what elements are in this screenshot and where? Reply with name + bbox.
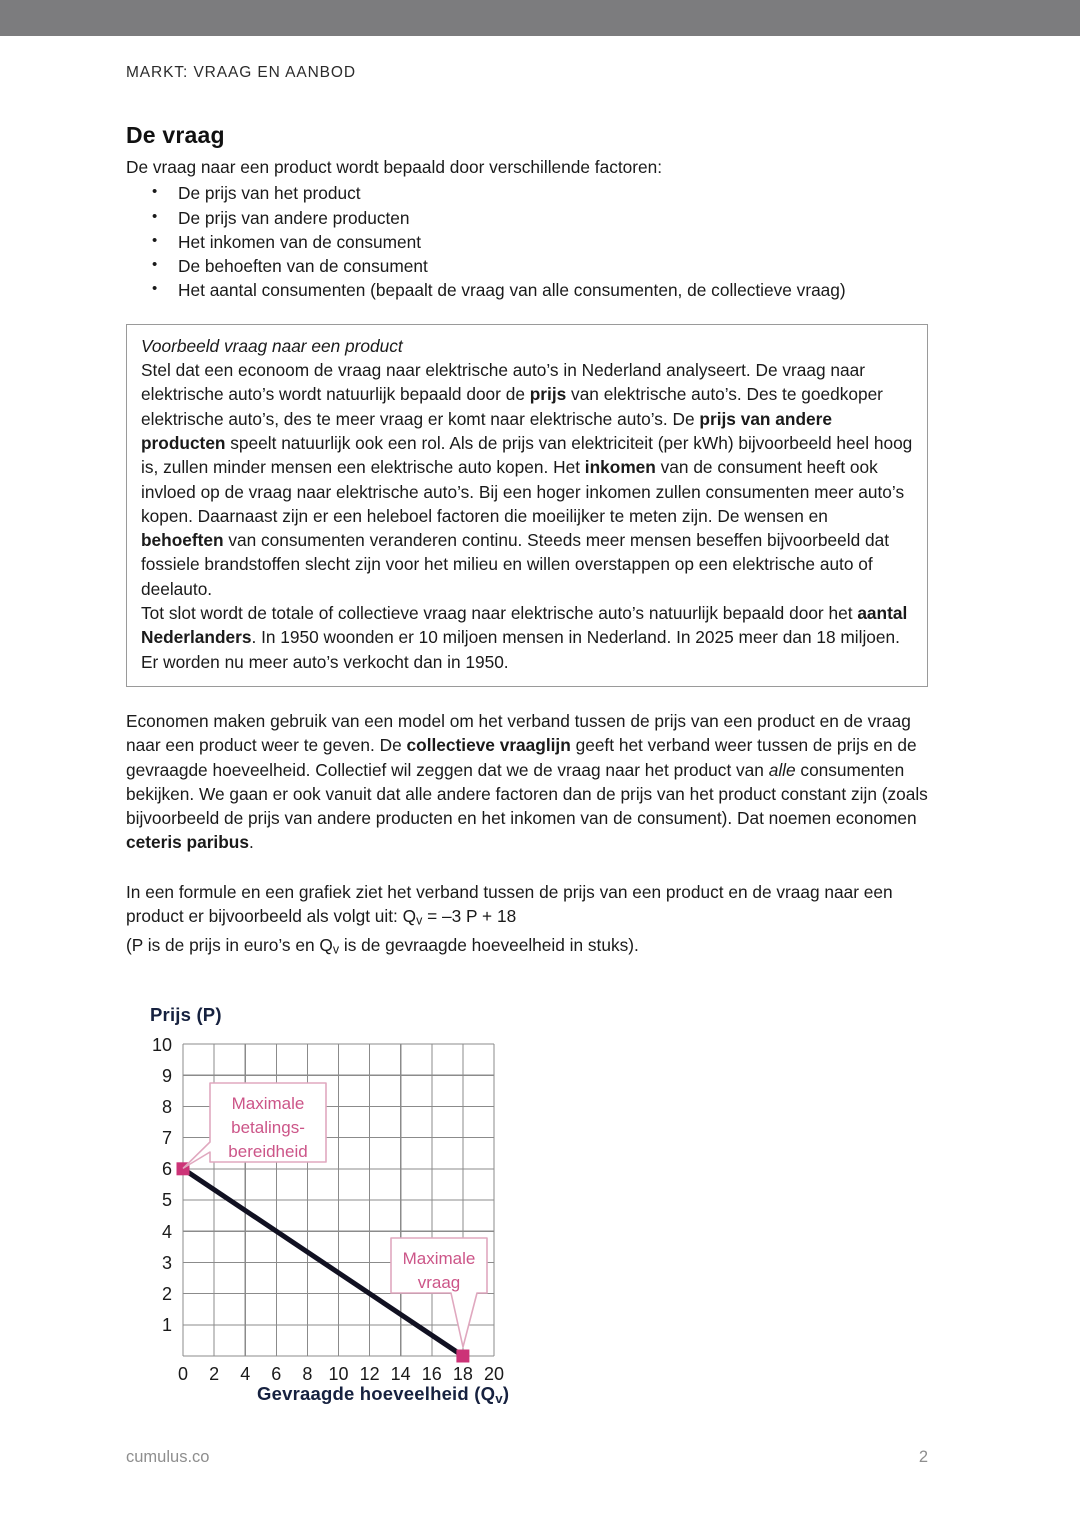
text-run: Economen maken gebruik van een model om het verband tussen de prijs van een product en de vraag naar een product weer te geven. De [126,710,911,756]
document-content [126,122,928,962]
bullet-icon: • [152,207,158,225]
example-callout-box [126,324,928,687]
bullet-icon: • [152,280,158,298]
italic-term-alle: alle [768,759,796,780]
footer-site-label: cumulus.co [126,1448,210,1466]
example-box-paragraph-2 [141,601,913,674]
y-tick-9: 9 [161,1066,172,1086]
annotation-line-1: Maximale [402,1249,476,1268]
x-tick-6: 6 [271,1364,282,1384]
annotation-line-3: bereidheid [228,1142,308,1161]
subscript-v: v [332,942,340,957]
chart-y-tick-labels [152,1035,172,1335]
list-item-label: Het inkomen van de consument [178,231,422,252]
document-page [0,36,1080,1528]
list-item-label: Het aantal consumenten (bepaalt de vraag van alle consumenten, de collectieve vraag) [178,280,846,301]
factor-list [126,181,928,302]
annotation-line-2: betalings- [231,1118,305,1137]
y-tick-2: 2 [161,1284,172,1304]
y-tick-3: 3 [161,1253,172,1273]
model-paragraph-block [126,709,928,855]
footer-page-number: 2 [918,1448,928,1466]
list-item [152,254,928,278]
x-tick-14: 14 [390,1364,411,1384]
annotation-line-1: Maximale [231,1094,305,1113]
text-run: consumenten bekijken. We gaan er ook vanuit dat alle andere factoren dan de prijs van het product constant zijn (zoals bijvoorbeeld de prijs van andere producten en het inkomen van de consument). Dat noemen economen [126,759,928,829]
y-tick-7: 7 [161,1128,172,1148]
chart-plot-area [126,966,586,1416]
chart-x-tick-labels [178,1364,504,1384]
list-item-label: De prijs van andere producten [178,207,410,228]
text-run: Stel dat een econoom de vraag naar elektrische auto’s in Nederland analyseert. De vraag naar elektrische auto’s wordt natuurlijk bepaald door de [141,360,866,405]
marker-maximale-vraag [456,1350,469,1363]
bold-term-behoeften: behoeften [141,530,224,551]
formula-paragraph [126,880,928,962]
formula-paragraph-block [126,880,928,962]
y-tick-1: 1 [161,1315,172,1335]
subscript-v: v [495,1390,503,1406]
x-tick-0: 0 [177,1364,189,1384]
y-tick-5: 5 [161,1190,172,1210]
bold-term-prijs: prijs [529,384,567,405]
x-tick-12: 12 [359,1364,380,1384]
text-run: van consumenten veranderen continu. Steeds meer mensen beseffen bijvoorbeeld dat fossiele brandstoffen slecht zijn voor het milieu en willen overstappen op een elektrische auto of deelauto. [141,530,890,599]
x-tick-2: 2 [209,1364,220,1384]
page-title: De vraag [126,122,225,148]
model-paragraph [126,709,928,855]
list-item [152,278,928,302]
x-tick-16: 16 [421,1364,442,1384]
text-run: speelt natuurlijk ook een rol. Als de prijs van elektriciteit (per kWh) bijvoorbeeld heel hoog is, zullen minder mensen een elektrische auto kopen. Het [141,432,913,478]
demand-curve-chart [126,966,586,1416]
subscript-v: v [416,913,423,928]
x-tick-4: 4 [240,1364,251,1384]
text-run: (P is de prijs in euro’s en Q [126,935,333,956]
bullet-icon: • [152,183,158,201]
bold-term-aantal-nederlanders: aantal Nederlanders [141,603,908,648]
x-axis-title-main: Gevraagde hoeveelheid (Q [257,1383,496,1404]
annotation-line-2: vraag [417,1273,461,1292]
text-run: . [248,832,254,853]
page-footer [126,1448,928,1467]
example-box-title: Voorbeeld vraag naar een product [141,335,403,356]
text-run: is de gevraagde hoeveelheid in stuks). [339,935,639,956]
annotation-maximale-betalingsbereidheid [184,1083,327,1168]
text-run: . In 1950 woonden er 10 miljoen mensen in Nederland. In 2025 meer dan 18 miljoen. Er worden nu meer auto’s verkocht dan in 1950. [141,627,900,672]
x-axis-title-close: ) [502,1383,510,1404]
bullet-icon: • [152,256,158,274]
y-tick-10: 10 [151,1035,172,1055]
list-item-label: De behoeften van de consument [178,256,428,277]
text-run: van elektrische auto’s. Des te goedkoper elektrische auto’s, des te meer vraag er komt naar elektrische auto’s. De [141,384,883,429]
intro-paragraph: De vraag naar een product wordt bepaald door verschillende factoren: [126,157,663,177]
chart-y-axis-title: Prijs (P) [150,1004,222,1025]
list-item [152,206,928,230]
running-head: MARKT: VRAAG EN AANBOD [126,64,356,81]
text-run: geeft het verband weer tussen de prijs en de gevraagde hoeveelheid. Collectief wil zeggen dat we de vraag naar het product van [126,735,917,780]
text-run: In een formule en een grafiek ziet het verband tussen de prijs van een product en de vraag naar een product er bijvoorbeeld als volgt uit: Q [126,881,893,927]
x-tick-8: 8 [302,1364,313,1384]
y-tick-6: 6 [161,1159,172,1179]
y-tick-8: 8 [161,1097,172,1117]
y-tick-4: 4 [161,1222,172,1242]
bold-term-prijs-andere-producten: prijs van andere producten [141,408,832,453]
list-item [152,181,928,205]
bold-term-ceteris-paribus: ceteris paribus [126,832,249,853]
text-run: van de consument heeft ook invloed op de vraag naar elektrische auto’s. Bij een hoger inkomen zullen consumenten meer auto’s kopen. Daarnaast zijn er een heleboel factoren die moeilijker te meten zijn. De wensen en [141,457,905,526]
text-run: Tot slot wordt de totale of collectieve vraag naar elektrische auto’s natuurlijk bepaald door het [141,603,858,624]
x-tick-20: 20 [483,1364,505,1384]
annotation-maximale-vraag [391,1238,487,1347]
x-tick-18: 18 [452,1364,473,1384]
example-box-paragraph-1 [141,358,913,601]
list-item [152,230,928,254]
bullet-icon: • [152,231,158,249]
x-tick-10: 10 [328,1364,349,1384]
bold-term-inkomen: inkomen [584,457,656,478]
top-gray-bar [0,0,1080,36]
formula-expression: = –3 P + 18 [422,906,517,927]
list-item-label: De prijs van het product [178,183,361,204]
bold-term-collectieve-vraaglijn: collectieve vraaglijn [406,735,571,756]
